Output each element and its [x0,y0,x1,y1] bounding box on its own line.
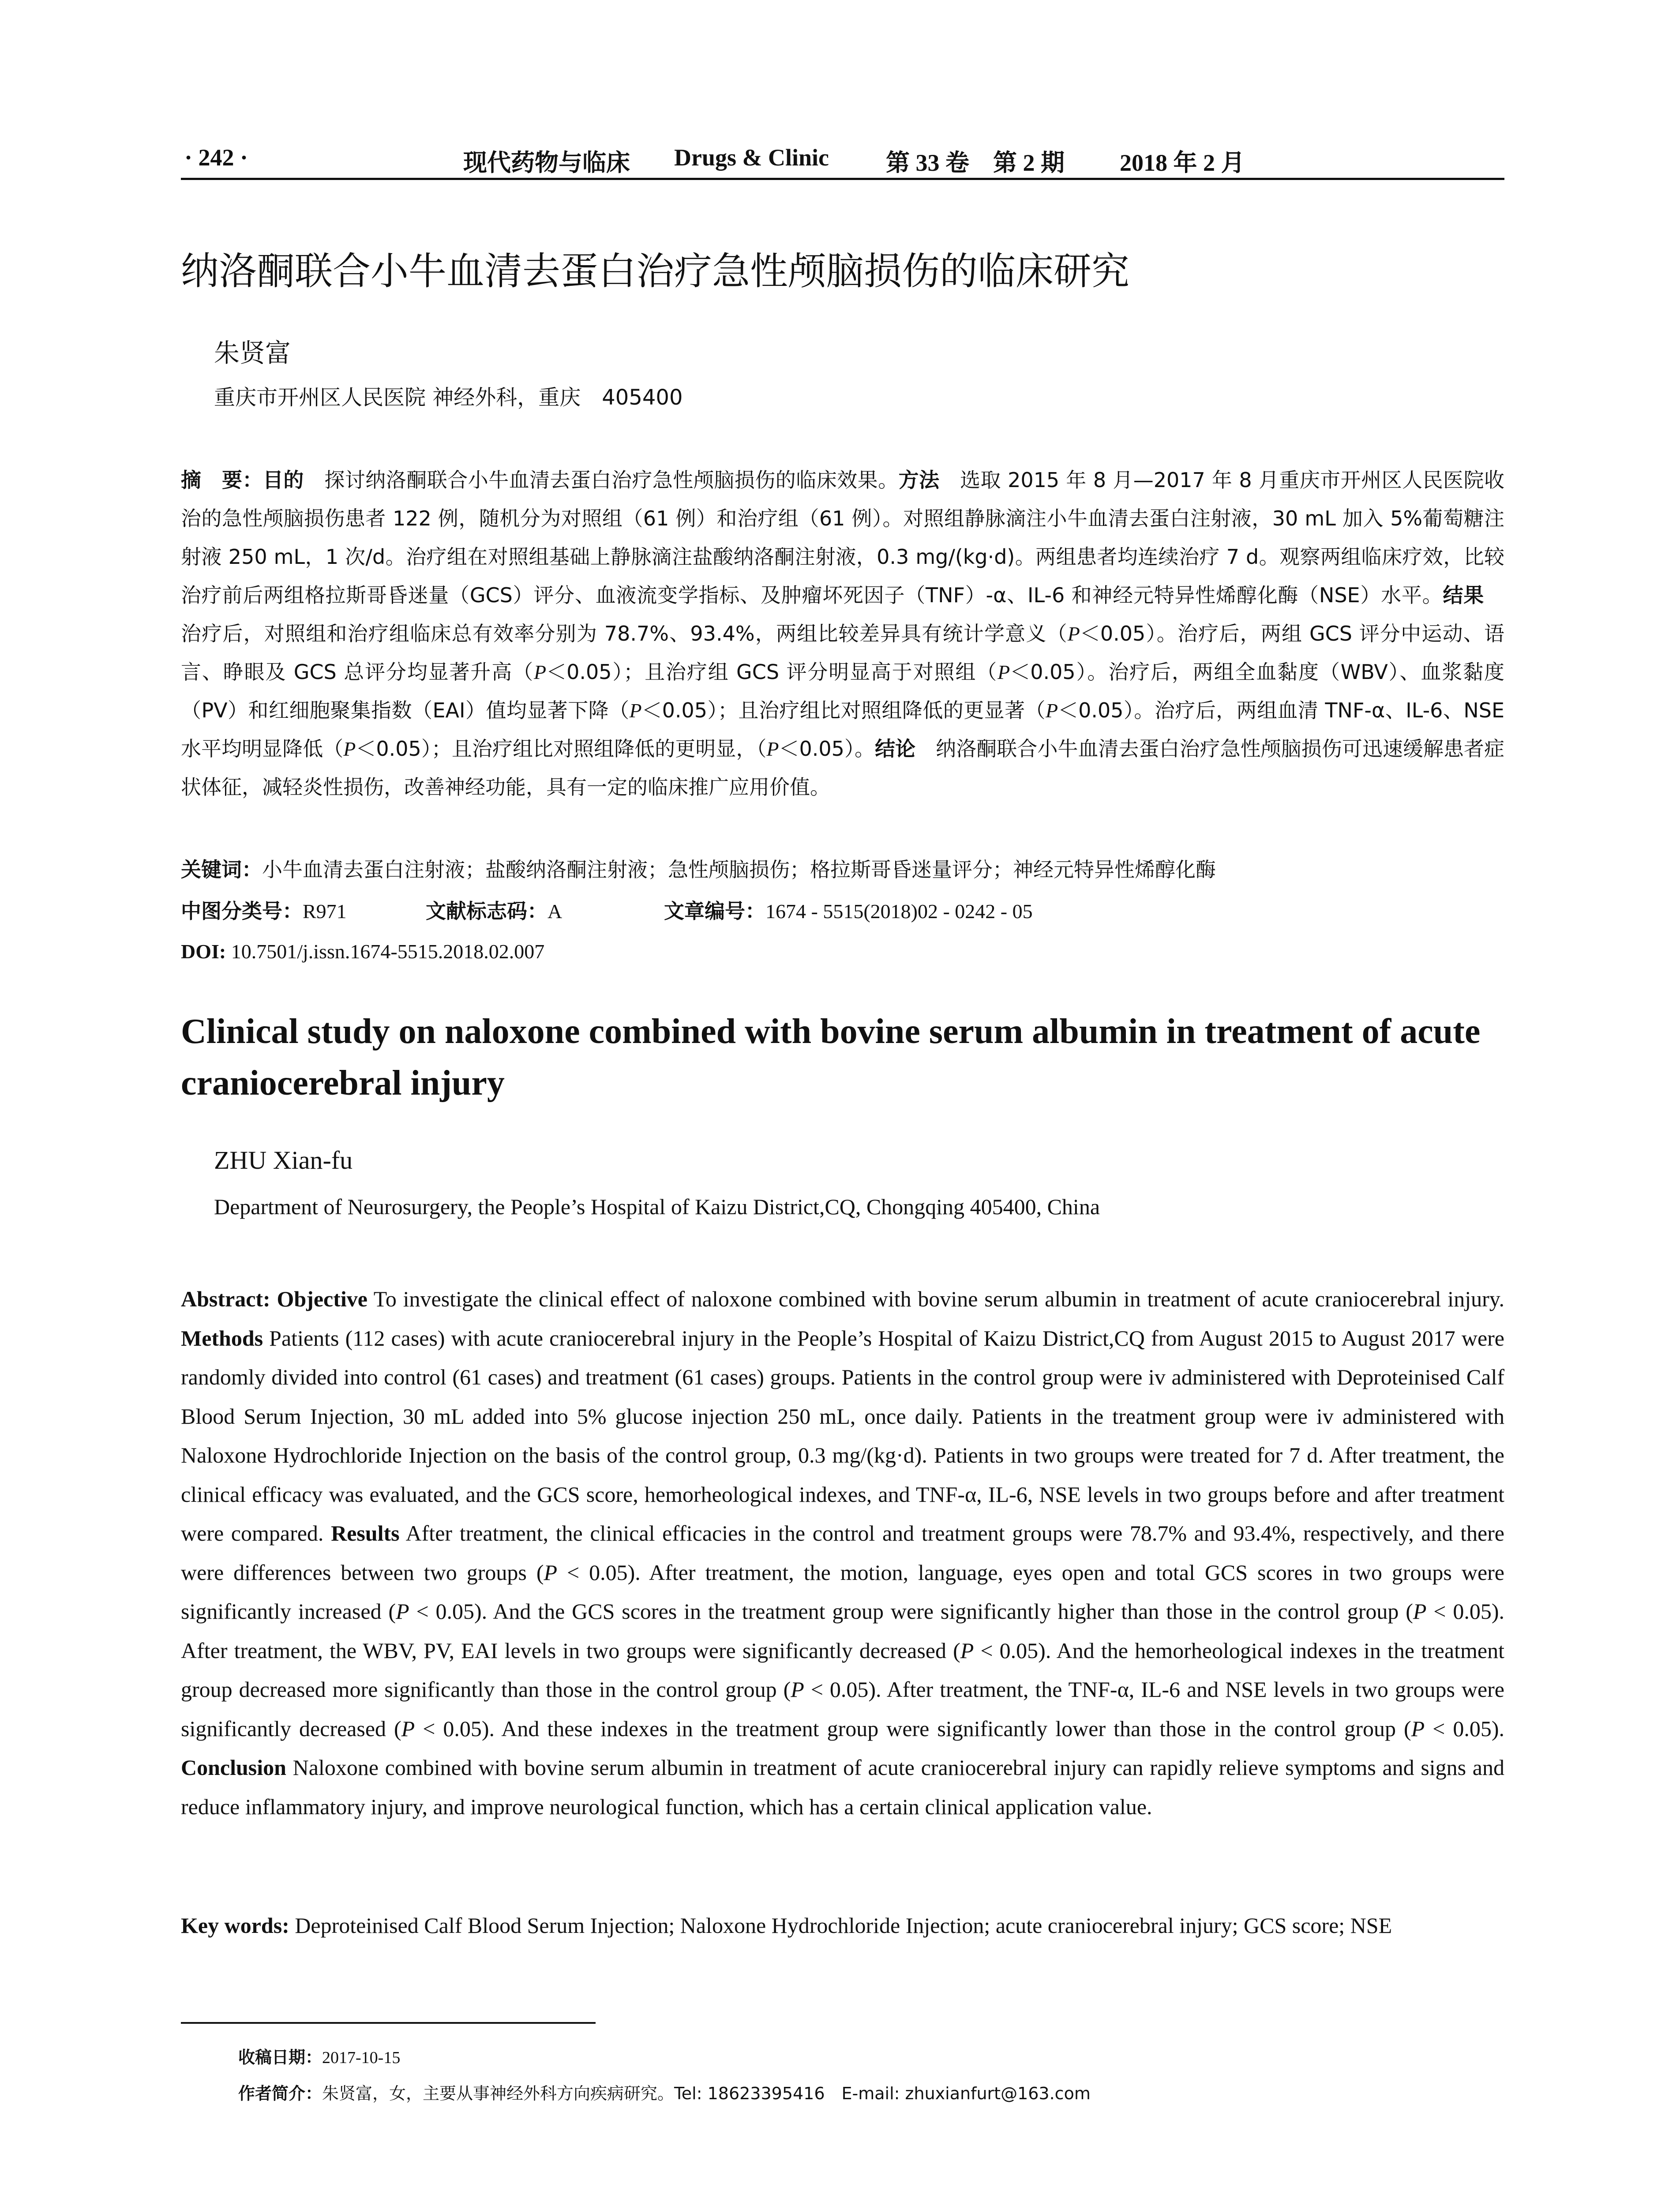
running-header [181,140,1504,180]
received-label: 收稿日期： [238,2048,322,2067]
p-symbol: P [544,1560,558,1585]
results-text-cn: ＜0.05）；且治疗组比对照组降低的更明显，（ [356,737,767,761]
bio-label: 作者简介： [238,2084,322,2103]
received-value: 2017-10-15 [322,2048,401,2067]
classification-line [181,896,1504,927]
p-symbol: P [629,699,642,722]
p-symbol: P [791,1677,804,1702]
p-symbol: P [1067,623,1080,645]
results-text-en: < 0.05). And these indexes in the treatment group were significantly lower than those in the control group ( [415,1716,1411,1741]
results-text-en: < 0.05). And the hemorheological indexes in the treatment group decreased more significantly than those in the control group ( [181,1638,1504,1702]
p-symbol: P [998,661,1010,683]
p-symbol: P [766,738,779,760]
p-symbol: P [1411,1716,1425,1741]
conclusion-label-en: Conclusion [181,1755,286,1780]
keywords-en [181,1906,1504,1945]
affiliation-en: Department of Neurosurgery, the People’s Hospital of Kaizu District,CQ, Chongqing 405400, China [214,1194,1100,1219]
results-text-cn: ＜0.05）。治疗后，两组 GCS 评分中运动、语言、睁眼及 GCS 总评分均显著升高（ [181,622,1504,684]
results-text-en: After treatment, the clinical efficacies in the control and treatment groups were 78.7% and 93.4%, respectively, and there were differences between two groups ( [181,1521,1504,1585]
abstract-en [181,1279,1504,1826]
keywords-label-cn: 关键词： [181,858,262,882]
results-text-en: < 0.05). After treatment, the motion, language, eyes open and total GCS scores in two groups were significantly increased ( [181,1560,1504,1624]
header-divider [181,178,1504,180]
results-text-cn: ＜0.05）。治疗后，两组血清 TNF-α、IL-6、NSE 水平均明显降低（ [181,698,1505,761]
affiliation-cn: 重庆市开州区人民医院 神经外科，重庆 405400 [214,385,683,410]
abstract-label-cn: 摘 要： [181,468,263,492]
issue-date: 2018 年 2 月 [1120,150,1245,176]
clc-label: 中图分类号： [181,899,303,923]
conclusion-label-cn: 结论 [875,737,916,761]
doi-line [181,936,1504,967]
journal-name-en: Drugs & Clinic [674,144,829,171]
article-number-label: 文章编号： [664,899,765,923]
keywords-cn [181,854,1504,885]
author-cn: 朱贤富 [214,338,291,368]
volume-issue: 第 33 卷 第 2 期 [886,150,1065,176]
results-text-en: < 0.05). After treatment, the TNF-α, IL-6 and NSE levels in two groups were significantly decreased ( [181,1677,1504,1741]
objective-text-en: To investigate the clinical effect of naloxone combined with bovine serum albumin in treatment of acute craniocerebral injury. [367,1287,1504,1311]
journal-name-cn: 现代药物与临床 [463,150,630,176]
objective-label-cn: 目的 [262,468,304,492]
methods-text-cn: 选取 2015 年 8 月—2017 年 8 月重庆市开州区人民医院收治的急性颅脑损伤患者 122 例，随机分为对照组（61 例）和治疗组（61 例）。对照组静脉滴注小牛血清去蛋白注射液，30 mL 加入 5%葡萄糖注射液 250 mL，1 次/d。治疗组在对照组基础上静脉滴注盐酸纳洛酮注射液，0.3 mg/(kg·d)。两组患者均连续治疗 7 d。观察两组临床疗效，比较治疗前后两组格拉斯哥昏迷量（GCS）评分、血液流变学指标、及肿瘤坏死因子（TNF）-α、IL-6 和神经元特异性烯醇化酶（NSE）水平。 [181,468,1505,607]
conclusion-text-cn: 纳洛酮联合小牛血清去蛋白治疗急性颅脑损伤可迅速缓解患者症状体征，减轻炎性损伤，改善神经功能，具有一定的临床推广应用价值。 [181,737,1505,799]
p-symbol: P [343,738,356,760]
objective-text-cn: 探讨纳洛酮联合小牛血清去蛋白治疗急性颅脑损伤的临床效果。 [304,468,899,492]
results-text-cn: 治疗后，对照组和治疗组临床总有效率分别为 78.7%、93.4%，两组比较差异具有统计学意义（ [181,583,1504,645]
results-label-cn: 结果 [1443,583,1484,607]
conclusion-text-en: Naloxone combined with bovine serum albumin in treatment of acute craniocerebral injury can rapidly relieve symptoms and signs and reduce inflammatory injury, and improve neurological function, which has a certain clinical application value. [181,1755,1504,1819]
clc-code: R971 [303,900,347,923]
results-text-en: < 0.05). [1425,1716,1504,1741]
p-symbol: P [401,1716,415,1741]
footnote-divider [181,2022,596,2024]
results-text-cn: ＜0.05）。治疗后，两组全血黏度（WBV）、血浆黏度（PV）和红细胞聚集指数（EAI）值均显著下降（ [181,660,1504,722]
results-label-en: Results [331,1521,400,1546]
article-number: 1674 - 5515(2018)02 - 0242 - 05 [765,900,1033,923]
author-bio [238,2080,1091,2107]
keywords-text-en: Deproteinised Calf Blood Serum Injection; Naloxone Hydrochloride Injection; acute craniocerebral injury; GCS score; NSE [289,1913,1392,1938]
doi-label: DOI: [181,940,226,963]
results-text-cn: ＜0.05）。 [779,737,875,761]
keywords-text-cn: 小牛血清去蛋白注射液；盐酸纳洛酮注射液；急性颅脑损伤；格拉斯哥昏迷量评分；神经元特异性烯醇化酶 [262,858,1216,882]
bio-text: 朱贤富，女，主要从事神经外科方向疾病研究。Tel: 18623395416 E-mail: zhuxianfurt@163.com [322,2084,1091,2103]
title-cn: 纳洛酮联合小牛血清去蛋白治疗急性颅脑损伤的临床研究 [181,249,1129,293]
results-text-en: < 0.05). After treatment, the WBV, PV, EAI levels in two groups were significantly decreased ( [181,1599,1505,1663]
p-symbol: P [1413,1599,1427,1624]
results-text-cn: ＜0.05）；且治疗组比对照组降低的更显著（ [641,698,1046,722]
title-en: Clinical study on naloxone combined with bovine serum albumin in treatment of acute craniocerebral injury [181,1012,1481,1103]
doc-code-label: 文献标志码： [426,899,548,923]
methods-label-en: Methods [181,1325,263,1351]
abstract-cn [181,461,1504,807]
abstract-label-en: Abstract: [181,1287,270,1311]
author-en: ZHU Xian-fu [214,1146,353,1174]
doi-value: 10.7501/j.issn.1674-5515.2018.02.007 [226,940,545,963]
received-date [238,2044,400,2071]
objective-label-en: Objective [277,1287,368,1311]
p-symbol: P [1046,699,1058,722]
p-symbol: P [396,1599,409,1624]
results-text-cn: ＜0.05）；且治疗组 GCS 评分明显高于对照组（ [546,660,998,684]
doc-code: A [548,900,562,923]
p-symbol: P [534,661,547,683]
page-number: · 242 · [184,144,248,171]
keywords-label-en: Key words: [181,1913,289,1938]
methods-label-cn: 方法 [898,468,940,492]
methods-text-en: Patients (112 cases) with acute craniocerebral injury in the People’s Hospital of Kaizu District,CQ from August 2015 to August 2017 were randomly divided into control (61 cases) and treatment (61 cases) groups. Patients in the control group were iv administered with Deproteinised Calf Blood Serum Injection, 30 mL added into 5% glucose injection 250 mL, once daily. Patients in the treatment group were iv administered with Naloxone Hydrochloride Injection on the basis of the control group, 0.3 mg/(kg·d). Patients in two groups were treated for 7 d. After treatment, the clinical efficacy was evaluated, and the GCS score, hemorheological indexes, and TNF-α, IL-6, NSE levels in two groups before and after treatment were compared. [181,1325,1504,1546]
p-symbol: P [960,1638,974,1663]
results-text-en: < 0.05). And the GCS scores in the treatment group were significantly higher than those in the control group ( [409,1599,1413,1624]
